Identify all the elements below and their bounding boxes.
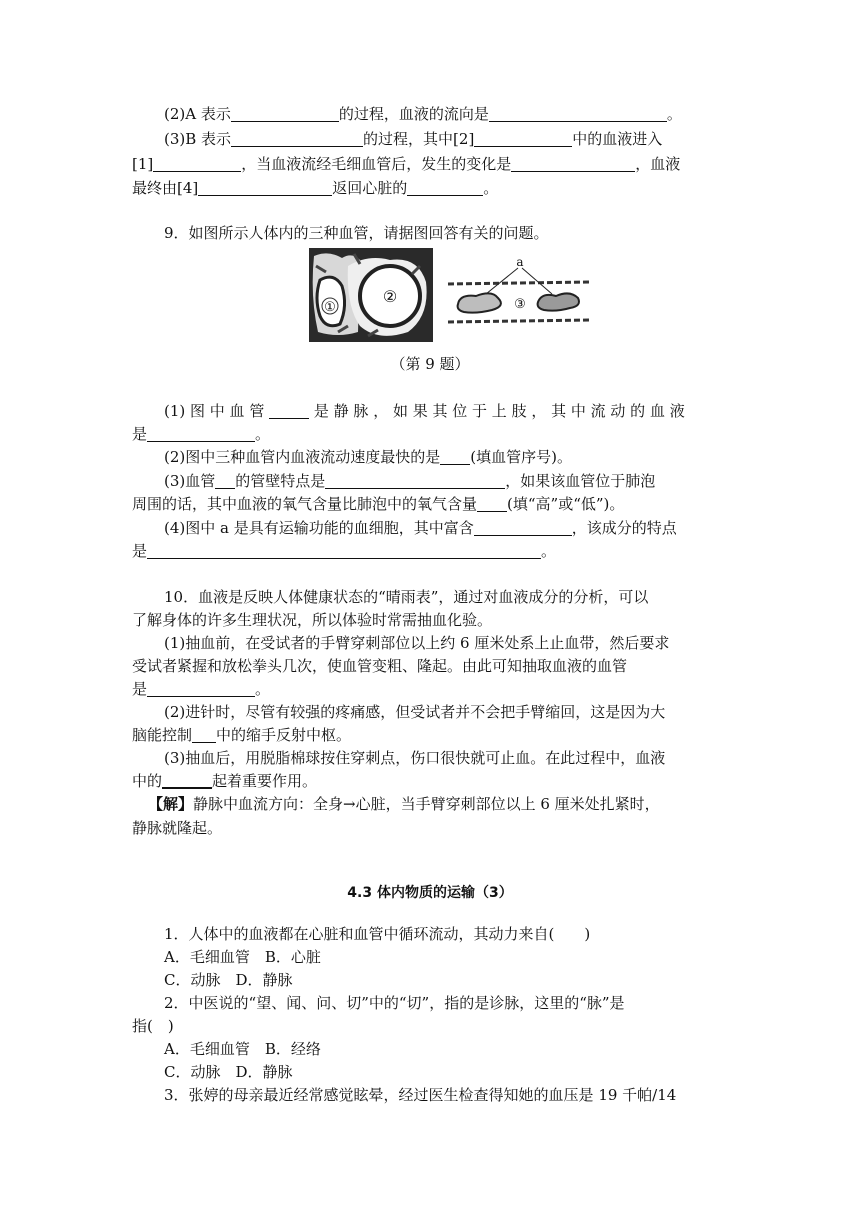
q9-s3-line1 (164, 471, 655, 491)
q10-s1-line2: 受试者紧握和放松拳头几次，使血管变粗、隆起。由此可知抽取血液的血管 (132, 657, 628, 675)
q9-s3-text: 的管壁特点是 (235, 472, 326, 490)
s2-q2-options-ab: A．毛细血管 B．经络 (164, 1040, 321, 1058)
q10-s1-text: 。 (255, 680, 271, 698)
vessel-label-3: ③ (514, 297, 526, 312)
q9-s4-text: ，该成分的特点 (571, 519, 677, 537)
q9-s2-text: (2)图中三种血管内血液流动速度最快的是 (164, 448, 441, 466)
q10-answer-text: 静脉中血流方向：全身→心脏，当手臂穿刺部位以上 6 厘米处扎紧时， (193, 795, 660, 813)
q9-s1-text: 是 (132, 425, 148, 443)
answer-blank (477, 496, 507, 512)
q9-s4-text: 是 (132, 542, 148, 560)
s2-q2-line2: 指( ) (132, 1017, 174, 1035)
s2-q3-line1: 3．张婷的母亲最近经常感觉眩晕，经过医生检查得知她的血压是 19 千帕/14 (164, 1086, 677, 1104)
q8-part2 (164, 104, 682, 124)
q9-s4-text: (4)图中 a 是具有运输功能的血细胞，其中富含 (164, 519, 474, 537)
answer-blank (198, 180, 332, 196)
q8-p3-text: ，血液 (635, 155, 681, 173)
q8-p2-text: 。 (666, 105, 682, 123)
q8-p2-text: 的过程，血液的流向是 (338, 105, 489, 123)
q9-s3-text: (填“高”或“低”)。 (507, 495, 625, 513)
q8-p2-text: (2)A 表示 (164, 105, 231, 123)
q9-s1-line2 (132, 424, 270, 444)
q10-s3-text: 起着重要作用。 (212, 772, 318, 790)
q9-s1-text: 。 (255, 425, 271, 443)
q10-s3-line1: (3)抽血后，用脱脂棉球按住穿刺点，伤口很快就可止血。在此过程中，血液 (164, 749, 666, 767)
q8-part3-line1 (164, 129, 662, 149)
q10-s2-text: 中的缩手反射中枢。 (216, 726, 352, 744)
q9-s1-text: (1) 图 中 血 管 (164, 402, 265, 420)
answer-blank (440, 449, 470, 465)
answer-blank (162, 772, 212, 789)
answer-blank (147, 681, 255, 697)
q9-s3-text: (3)血管 (164, 472, 216, 490)
q10-s3-text: 中的 (132, 772, 163, 790)
q10-s2-line2 (132, 725, 351, 745)
q9-s3-text: 周围的话，其中血液的氧气含量比肺泡中的氧气含量 (132, 495, 478, 513)
q10-s2-text: 脑能控制 (132, 726, 193, 744)
q9-s1-line1 (164, 401, 685, 421)
q8-p3-text: 中的血液进入 (572, 130, 663, 148)
answer-blank (269, 403, 309, 419)
q9-s4-text: 。 (541, 542, 557, 560)
answer-blank (215, 473, 235, 489)
s2-q1-options-ab: A．毛细血管 B．心脏 (164, 948, 321, 966)
vessel-cross-section-image (309, 248, 433, 342)
q9-stem: 9．如图所示人体内的三种血管，请据图回答有关的问题。 (164, 224, 549, 242)
q9-s3-line2 (132, 494, 624, 514)
answer-blank (147, 426, 255, 442)
q8-p3-text: 最终由[4] (132, 179, 199, 197)
q8-p3-text: 的过程，其中[2] (363, 130, 475, 148)
q8-p3-text: ，当血液流经毛细血管后，发生的变化是 (241, 155, 512, 173)
q10-answer-line2: 静脉就隆起。 (132, 819, 223, 837)
q8-p3-text: 。 (483, 179, 499, 197)
answer-blank (231, 106, 339, 122)
figure-caption: （第 9 题） (390, 355, 470, 373)
q10-s2-line1: (2)进针时，尽管有较强的疼痛感，但受试者并不会把手臂缩回，这是因为大 (164, 703, 666, 721)
vessel-label-2: ② (382, 287, 398, 306)
answer-blank (325, 473, 505, 489)
answer-blank (192, 727, 216, 743)
answer-blank (407, 180, 483, 196)
q9-s3-text: ，如果该血管位于肺泡 (505, 472, 656, 490)
q9-s4-line1 (164, 518, 677, 538)
answer-blank (489, 106, 667, 122)
q10-s1-text: 是 (132, 680, 148, 698)
q8-part3-line3 (132, 178, 498, 198)
answer-tag: 【解】 (148, 795, 194, 813)
s2-q1-stem: 1．人体中的血液都在心脏和血管中循环流动，其动力来自( ) (164, 925, 591, 943)
s2-q1-options-cd: C．动脉 D．静脉 (164, 971, 293, 989)
q8-p3-text: (3)B 表示 (164, 130, 232, 148)
q10-stem-line2: 了解身体的许多生理状况，所以体验时常需抽血化验。 (132, 611, 493, 629)
q9-s2 (164, 447, 572, 467)
q8-p3-text: 返回心脏的 (332, 179, 408, 197)
q9-s4-line2 (132, 541, 556, 561)
q9-s1-text: 是 静 脉 ， 如 果 其 位 于 上 肢 ， 其 中 流 动 的 血 液 (313, 402, 685, 420)
q10-s3-line2 (132, 771, 317, 791)
s2-q2-options-cd: C．动脉 D．静脉 (164, 1063, 293, 1081)
q10-s1-line1: (1)抽血前，在受试者的手臂穿刺部位以上约 6 厘米处系上止血带，然后要求 (164, 634, 670, 652)
s2-q2-line1: 2．中医说的“望、闻、问、切”中的“切”，指的是诊脉，这里的“脉”是 (164, 994, 625, 1012)
vessel-label-1: ① (324, 300, 336, 315)
q10-s1-line3 (132, 679, 270, 699)
q9-s2-text: (填血管序号)。 (470, 448, 572, 466)
q10-stem-line1: 10．血液是反映人体健康状态的“晴雨表”，通过对血液成分的分析，可以 (164, 588, 649, 606)
answer-blank (231, 131, 363, 147)
cell-label-a: a (516, 255, 524, 269)
answer-blank (153, 156, 241, 172)
q8-p3-text: [1] (132, 155, 154, 173)
answer-blank (511, 156, 635, 172)
answer-blank (147, 543, 541, 559)
q10-answer-line1 (148, 794, 660, 814)
capillary-image (448, 255, 590, 322)
section-title: 4.3 体内物质的运输（3） (347, 885, 513, 901)
answer-blank (474, 131, 572, 147)
answer-blank (474, 520, 572, 536)
blood-vessels-figure (308, 246, 598, 346)
q8-part3-line2 (132, 154, 680, 174)
